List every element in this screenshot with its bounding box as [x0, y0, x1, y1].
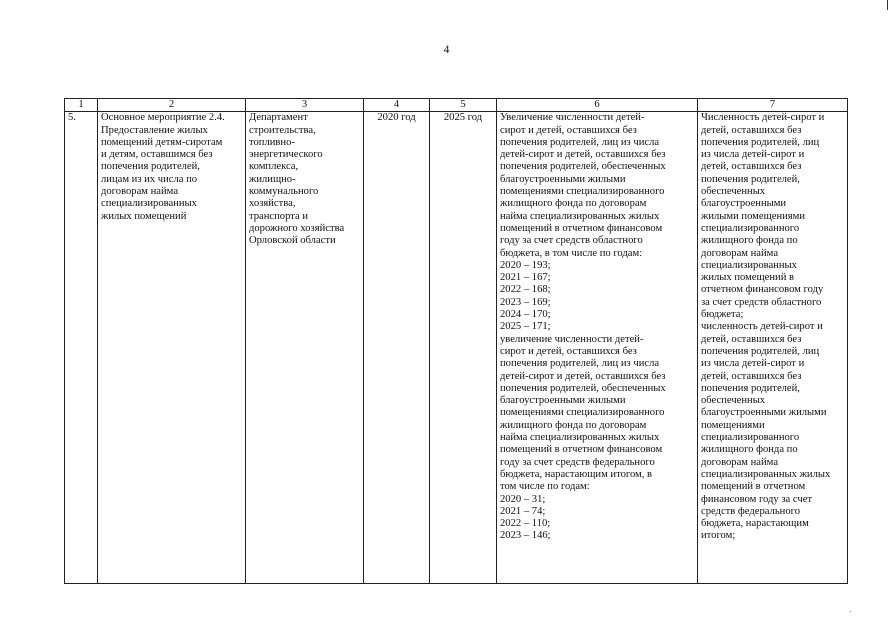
executor-cell — [246, 112, 364, 584]
text-line: 2020 – 31; — [500, 493, 546, 505]
text-line: отчетном финансовом году — [701, 284, 824, 296]
text-line: дорожного хозяйства — [249, 222, 345, 234]
text-line: Предоставление жилых — [101, 124, 208, 136]
text-line: 2021 – 74; — [500, 505, 546, 517]
text-line: помещениями — [701, 419, 765, 431]
text-line: жилищного фонда по — [701, 235, 798, 247]
measure-name-text — [101, 112, 242, 223]
text-line: из числа детей-сирот и — [701, 358, 805, 370]
start-year-cell: 2020 год — [364, 112, 430, 584]
text-line: 2020 – 193; — [500, 259, 551, 271]
text-line: году за счет средств областного — [500, 235, 643, 247]
text-line: 2021 – 167; — [500, 272, 551, 284]
text-line: сирот и детей, оставшихся без — [500, 124, 637, 136]
text-line: помещений в отчетном — [701, 481, 806, 493]
text-line: строительства, — [249, 124, 316, 136]
text-line: попечения родителей, лиц — [701, 136, 820, 148]
text-line: 2023 – 146; — [500, 530, 551, 542]
text-line: помещений детям-сиротам — [101, 136, 223, 148]
end-year-cell: 2025 год — [430, 112, 497, 584]
text-line: договорам найма — [701, 247, 779, 259]
text-line: благоустроенными — [701, 198, 787, 210]
text-line: году за счет средств федерального — [500, 456, 655, 468]
text-line: попечения родителей, лиц из числа — [500, 358, 660, 370]
indicator-cell — [698, 112, 848, 584]
text-line: топливно- — [249, 136, 295, 148]
text-line: жилых помещений — [101, 210, 187, 222]
text-line: договорам найма — [701, 456, 779, 468]
text-line: жилищного фонда по договорам — [500, 419, 647, 431]
text-line: попечения родителей, обеспеченных — [500, 161, 666, 173]
table-row — [65, 112, 848, 584]
text-line: Департамент — [249, 112, 308, 124]
column-header: 2 — [98, 99, 246, 112]
text-line: Увеличение численности детей- — [500, 112, 645, 124]
text-line: бюджета, в том числе по годам: — [500, 247, 643, 259]
expected-result-text — [500, 112, 694, 542]
column-header: 6 — [497, 99, 698, 112]
text-line: благоустроенными жилыми — [500, 173, 626, 185]
text-line: комплекса, — [249, 161, 299, 173]
text-line: Численность детей-сирот и — [701, 112, 825, 124]
text-line: 2025 – 171; — [500, 321, 551, 333]
page-number: 4 — [443, 44, 450, 56]
column-header: 1 — [65, 99, 98, 112]
text-line: из числа детей-сирот и — [701, 149, 805, 161]
text-line: средств федерального — [701, 505, 801, 517]
column-header: 3 — [246, 99, 364, 112]
column-header: 5 — [430, 99, 497, 112]
text-line: хозяйства, — [249, 198, 296, 210]
text-line: попечения родителей, — [701, 382, 800, 394]
text-line: детей, оставшихся без — [701, 124, 802, 136]
text-line: специализированных жилых — [701, 468, 831, 480]
text-line: найма специализированных жилых — [500, 432, 660, 444]
text-line: благоустроенными жилыми — [500, 395, 626, 407]
expected-result-cell — [497, 112, 698, 584]
text-line: попечения родителей, — [101, 161, 200, 173]
text-line: 2024 – 170; — [500, 309, 551, 321]
text-line: специализированных — [701, 259, 797, 271]
measure-name-cell — [98, 112, 246, 584]
column-header: 7 — [698, 99, 848, 112]
text-line: Основное мероприятие 2.4. — [101, 112, 225, 124]
text-line: итогом; — [701, 530, 736, 542]
text-line: 2022 – 168; — [500, 284, 551, 296]
indicator-text — [701, 112, 844, 542]
text-line: детей-сирот и детей, оставшихся без — [500, 149, 666, 161]
text-line: помещениями специализированного — [500, 407, 665, 419]
text-line: детей, оставшихся без — [701, 370, 802, 382]
text-line: численность детей-сирот и — [701, 321, 823, 333]
text-line: бюджета, нарастающим — [701, 518, 809, 530]
text-line: бюджета, нарастающим итогом, в — [500, 468, 653, 480]
text-line: сирот и детей, оставшихся без — [500, 345, 637, 357]
column-header: 4 — [364, 99, 430, 112]
text-line: благоустроенными жилыми — [701, 407, 827, 419]
text-line: договорам найма — [101, 186, 179, 198]
text-line: попечения родителей, обеспеченных — [500, 382, 666, 394]
text-line: и детям, оставшимся без — [101, 149, 213, 161]
text-line: специализированного — [701, 432, 800, 444]
text-line: бюджета; — [701, 309, 744, 321]
text-line: 2023 – 169; — [500, 296, 551, 308]
text-line: 2022 – 110; — [500, 518, 551, 530]
text-line: увеличение численности детей- — [500, 333, 644, 345]
text-line: специализированных — [101, 198, 197, 210]
measures-table — [64, 98, 848, 584]
text-line: жилищного фонда по договорам — [500, 198, 647, 210]
text-line: попечения родителей, — [701, 173, 800, 185]
text-line: жилых помещений в — [701, 272, 795, 284]
row-number: 5. — [65, 112, 98, 584]
scan-edge-mark — [887, 0, 888, 10]
text-line: детей, оставшихся без — [701, 161, 802, 173]
text-line: помещениями специализированного — [500, 186, 665, 198]
text-line: обеспеченных — [701, 186, 766, 198]
text-line: попечения родителей, лиц — [701, 345, 820, 357]
text-line: Орловской области — [249, 235, 336, 247]
column-number-row — [65, 99, 848, 112]
text-line: найма специализированных жилых — [500, 210, 660, 222]
text-line: жилищно- — [249, 173, 296, 185]
text-line: детей, оставшихся без — [701, 333, 802, 345]
text-line: детей-сирот и детей, оставшихся без — [500, 370, 666, 382]
text-line: энергетического — [249, 149, 323, 161]
text-line: коммунального — [249, 186, 319, 198]
text-line: обеспеченных — [701, 395, 766, 407]
text-line: помещений в отчетном финансовом — [500, 222, 663, 234]
text-line: том числе по годам: — [500, 481, 590, 493]
text-line: специализированного — [701, 222, 800, 234]
text-line: транспорта и — [249, 210, 309, 222]
text-line: лицам из их числа по — [101, 173, 198, 185]
executor-text — [249, 112, 360, 247]
text-line: жилищного фонда по — [701, 444, 798, 456]
text-line: финансовом году за счет — [701, 493, 813, 505]
text-line: попечения родителей, лиц из числа — [500, 136, 660, 148]
text-line: за счет средств областного — [701, 296, 822, 308]
text-line: помещений в отчетном финансовом — [500, 444, 663, 456]
scan-speck — [850, 611, 851, 612]
text-line: жилыми помещениями — [701, 210, 806, 222]
